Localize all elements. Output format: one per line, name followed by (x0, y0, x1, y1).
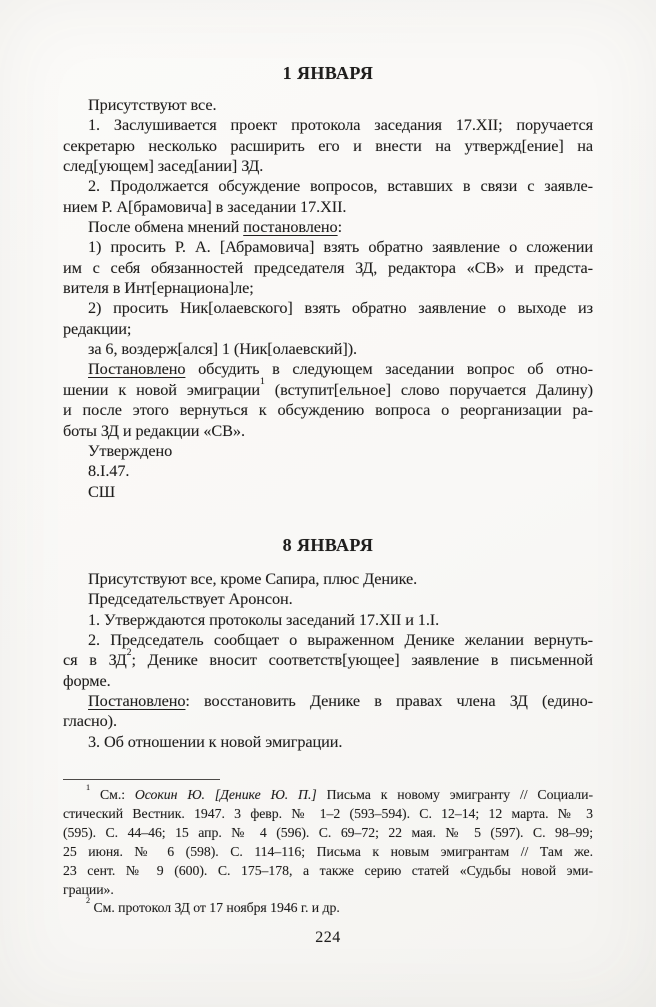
paragraph (63, 461, 593, 481)
paragraph (63, 630, 593, 691)
page-number: 224 (315, 929, 341, 946)
text-line: 2. Продолжается обсуждение вопросов, вставших в связи с заявле- (88, 176, 593, 196)
paragraph (63, 298, 593, 339)
paragraph (63, 339, 593, 359)
paragraph (63, 441, 593, 461)
section-january-8-body (63, 569, 593, 752)
text-line: ся в $ЗД^2$; Денике вносит соответств[ующее] заявление в письменной (63, 646, 593, 670)
paragraph (63, 217, 593, 237)
text-line: гласно). (63, 711, 117, 731)
text-line: $^2$ См. протокол ЗД от 17 ноября 1946 г. и др. (86, 896, 340, 916)
text-line: Присутствуют все, кроме Сапира, плюс Денике. (88, 569, 418, 588)
text-line: 8.I.47. (88, 461, 130, 481)
paragraph (63, 896, 593, 918)
text-line: 1. Утверждаются протоколы заседаний 17.XII и 1.I. (88, 609, 440, 629)
text-line: им с себя обязанностей председателя ЗД, редактора «СВ» и предста- (63, 257, 593, 277)
paragraph (63, 610, 593, 630)
text-line: шении к новой эмиграции$^1$ (вступит[ельное] слово поручается Далину) (63, 376, 593, 399)
footnote-separator (63, 779, 220, 780)
text-line: (595). С. 44–46; 15 апр. № 4 (596). С. 69–72; 22 мая. № 5 (597). С. 98–99; (63, 824, 593, 840)
paragraph (63, 115, 593, 176)
paragraph (63, 589, 593, 609)
text-line: секретарю несколько расширить его и внести на утвержд[ение] на (63, 135, 593, 155)
text-line: 23 сент. № 9 (600). С. 175–178, а также серию статей «Судьбы новой эми- (63, 862, 593, 878)
text-line: грации». (63, 881, 114, 897)
text-line: Председательствует Аронсон. (88, 589, 293, 609)
text-line: После обмена мнений постановлено: (88, 217, 343, 237)
text-line: след[ующем] засед[ании] ЗД. (63, 156, 264, 176)
paragraph (63, 732, 593, 752)
footnotes (63, 782, 593, 918)
paragraph (63, 691, 593, 732)
text-line: за 6, воздерж[ался] 1 (Ник[олаевский]). (88, 339, 357, 359)
section-january-1-body (63, 95, 593, 502)
section-heading-january-8: 8 ЯНВАРЯ (282, 535, 374, 555)
paragraph (63, 782, 593, 899)
text-line: 25 июня. № 6 (598). С. 114–116; Письма к новым эмигрантам // Там же. (63, 843, 593, 859)
text-line: 2. Председатель сообщает о выраженном Денике желании вернуть- (88, 630, 593, 650)
paragraph (63, 176, 593, 217)
text-line: форме. (63, 670, 111, 690)
text-line: редакции; (63, 318, 132, 338)
text-line: Постановлено обсудить в следующем заседании вопрос об отно- (88, 359, 593, 379)
section-heading-january-1: 1 ЯНВАРЯ (282, 63, 374, 83)
text-line: боты ЗД и редакции «СВ». (63, 420, 245, 440)
paragraph (63, 359, 593, 440)
paragraph (63, 482, 593, 502)
paragraph (63, 569, 593, 589)
text-line: вителя в Инт[ернациона]ле; (63, 278, 254, 298)
text-line: 2) просить Ник[олаевского] взять обратно заявление о выходе из (88, 298, 593, 318)
text-line: нием Р. А[брамовича] в заседании 17.XII. (63, 196, 347, 216)
text-line: СШ (88, 481, 116, 501)
paragraph (63, 237, 593, 298)
text-line: и после этого вернуться к обсуждению вопроса о реорганизации ра- (63, 400, 593, 420)
paragraph (63, 95, 593, 115)
text-line: 1. Заслушивается проект протокола заседания 17.XII; поручается (88, 115, 593, 135)
text-line: Постановлено: восстановить Денике в правах члена ЗД (едино- (88, 691, 593, 711)
text-line: 3. Об отношении к новой эмиграции. (88, 731, 343, 751)
text-line: Утверждено (88, 440, 173, 460)
text-line: 1) просить Р. А. [Абрамовича] взять обратно заявление о сложении (88, 237, 593, 257)
text-line: Присутствуют все. (88, 95, 217, 114)
text-line: стический Вестник. 1947. 3 февр. № 1–2 (593–594). С. 12–14; 12 марта. № 3 (63, 805, 593, 821)
text-line: $^1$ См.: Осокин Ю. [Денике Ю. П.] Письма к новому эмигранту // Социали- (86, 782, 593, 802)
